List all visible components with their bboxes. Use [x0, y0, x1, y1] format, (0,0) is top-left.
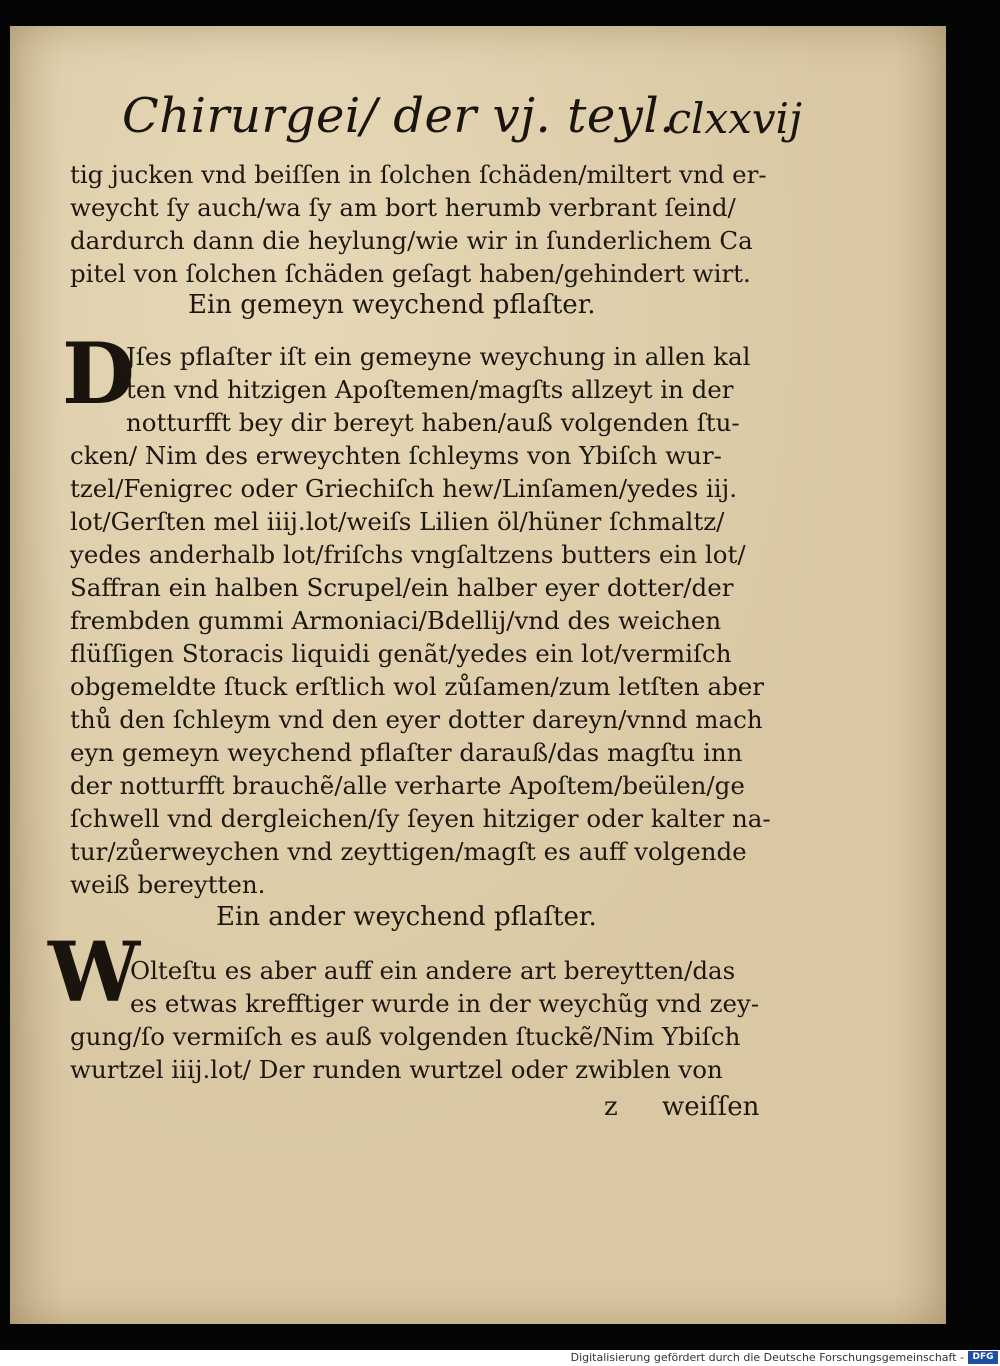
text-line: pitel von ſolchen ſchäden geſagt haben/gehindert wirt.: [70, 259, 751, 288]
page-header: [122, 88, 802, 168]
book-page: [10, 26, 946, 1324]
funding-credit: Digitalisierung gefördert durch die Deutsche Forschungsgemeinschaft -: [570, 1351, 964, 1364]
text-line: tur/zůerweychen vnd zeyttigen/magſt es auff volgende: [70, 837, 747, 866]
section-heading-2: Ein ander weychend pflaſter.: [216, 902, 597, 932]
text-line: es etwas krefftiger wurde in der weychũg vnd zey-: [130, 989, 760, 1018]
text-line: Saffran ein halben Scrupel/ein halber eyer dotter/der: [70, 573, 734, 602]
folio-number: clxxvij: [667, 94, 802, 143]
running-head-title: Chirurgei/ der vj. teyl.: [122, 88, 675, 144]
text-line: tig jucken vnd beiſſen in ſolchen ſchäden/miltert vnd er-: [70, 160, 767, 189]
text-line: wurtzel iiij.lot/ Der runden wurtzel oder zwiblen von: [70, 1055, 723, 1084]
text-line: yedes anderhalb lot/friſchs vngſaltzens butters ein lot/: [70, 540, 746, 569]
text-line: dardurch dann die heylung/wie wir in ſunderlichem Ca: [70, 226, 753, 255]
footer-bar: [0, 1350, 1000, 1366]
drop-cap-initial: D: [62, 324, 135, 423]
text-line: thů den ſchleym vnd den eyer dotter dareyn/vnnd mach: [70, 705, 763, 734]
text-line: der notturfft brauchẽ/alle verharte Apoſtem/beülen/ge: [70, 771, 745, 800]
section-heading-1: Ein gemeyn weychend pflaſter.: [188, 290, 596, 320]
text-line: Olteſtu es aber auff ein andere art bereytten/das: [130, 956, 736, 985]
text-line: eyn gemeyn weychend pflaſter darauß/das magſtu inn: [70, 738, 743, 767]
text-line: tzel/Fenigrec oder Griechiſch hew/Linſamen/yedes iij.: [70, 474, 738, 503]
drop-cap-initial: W: [48, 925, 141, 1021]
text-line: cken/ Nim des erweychten ſchleyms von Ybiſch wur-: [70, 441, 722, 470]
text-line: Jſes pflaſter iſt ein gemeyne weychung in allen kal: [126, 342, 751, 371]
signature-mark: z: [604, 1092, 618, 1122]
text-line: gung/ſo vermiſch es auß volgenden ſtuckẽ/Nim Ybiſch: [70, 1022, 741, 1051]
text-line: weiß bereytten.: [70, 870, 266, 899]
text-line: lot/Gerſten mel iiij.lot/weiſs Lilien öl/hüner ſchmaltz/: [70, 507, 725, 536]
dfg-logo: DFG: [968, 1351, 998, 1364]
text-line: notturfft bey dir bereyt haben/auß volgenden ſtu-: [126, 408, 740, 437]
text-line: weycht ſy auch/wa ſy am bort herumb verbrant ſeind/: [70, 193, 736, 222]
catchword: weiſſen: [662, 1092, 760, 1122]
text-line: ſchwell vnd dergleichen/ſy ſeyen hitziger oder kalter na-: [70, 804, 771, 833]
text-line: ten vnd hitzigen Apoſtemen/magſts allzeyt in der: [126, 375, 734, 404]
text-line: flüſſigen Storacis liquidi genãt/yedes ein lot/vermiſch: [70, 639, 732, 668]
text-line: obgemeldte ſtuck erſtlich wol zůſamen/zum letſten aber: [70, 672, 764, 701]
text-line: frembden gummi Armoniaci/Bdellij/vnd des weichen: [70, 606, 722, 635]
